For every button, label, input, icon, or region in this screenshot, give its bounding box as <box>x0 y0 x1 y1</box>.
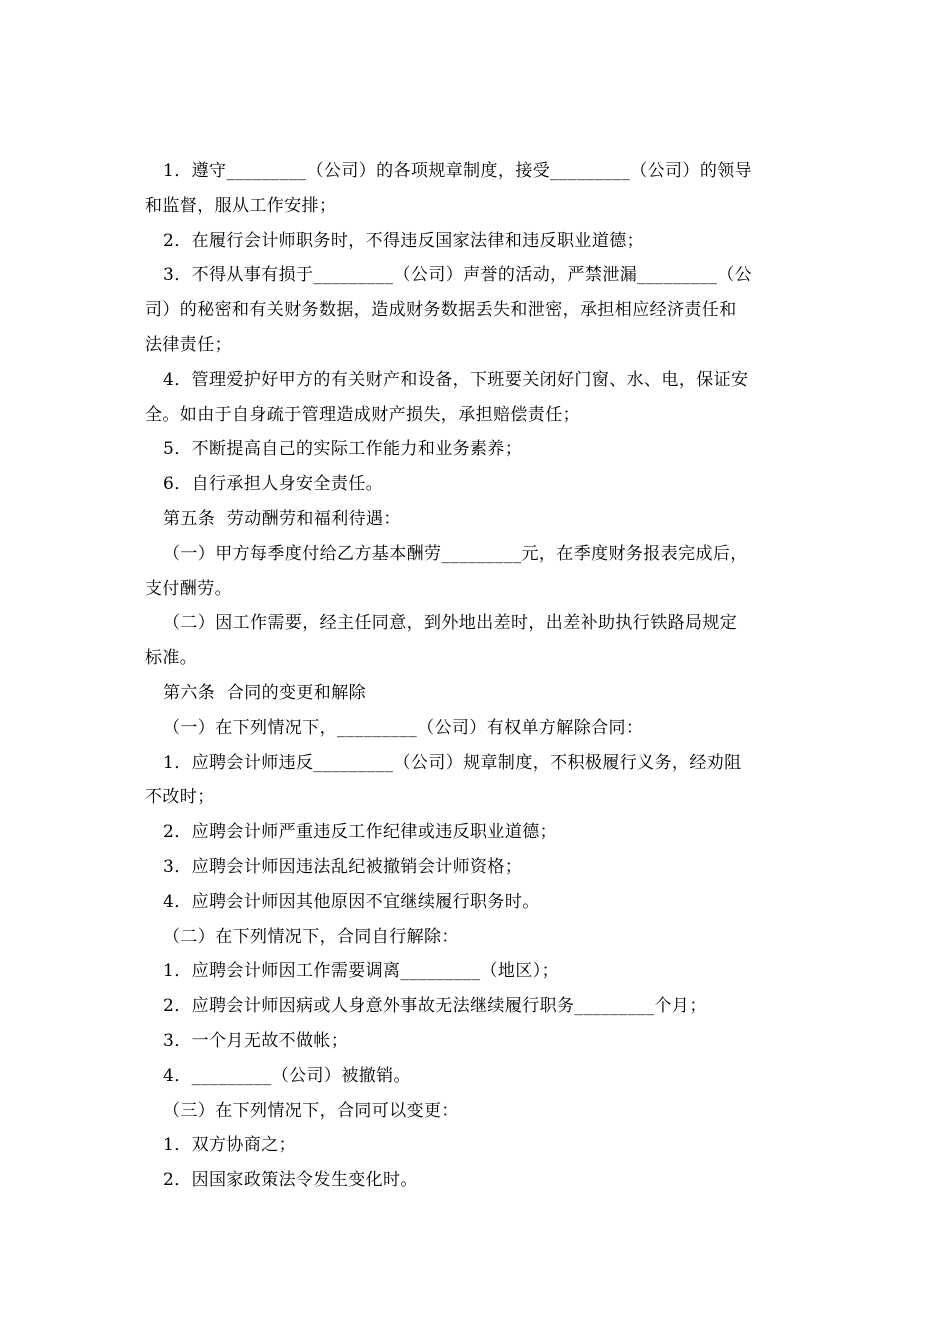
text-line: 5．不断提高自己的实际工作能力和业务素养； <box>163 439 523 460</box>
text-line: （一）在下列情况下，_________（公司）有权单方解除合同： <box>163 717 644 738</box>
text-line: 不改时； <box>145 787 215 808</box>
document-page <box>145 154 807 1198</box>
text-line: 1．应聘会计师因工作需要调离_________（地区）； <box>163 961 560 982</box>
text-line: 1．双方协商之； <box>163 1135 297 1156</box>
text-line: 2．因国家政策法令发生变化时。 <box>163 1170 418 1191</box>
text-line: （二）因工作需要，经主任同意，到外地出差时，出差补助执行铁路局规定 <box>163 613 738 634</box>
text-line: 3．一个月无故不做帐； <box>163 1030 349 1051</box>
text-line: 4．管理爱护好甲方的有关财产和设备，下班要关闭好门窗、水、电，保证安 <box>163 369 749 390</box>
text-line: 第六条 合同的变更和解除 <box>163 682 367 703</box>
text-line: 4．_________（公司）被撤销。 <box>163 1065 411 1086</box>
text-line: 全。如由于自身疏于管理造成财产损失，承担赔偿责任； <box>145 404 580 425</box>
text-line: 4．应聘会计师因其他原因不宜继续履行职务时。 <box>163 891 540 912</box>
text-line: 3．不得从事有损于_________（公司）声誉的活动，严禁泄漏_________（公 <box>163 265 753 286</box>
text-line: 2．应聘会计师因病或人身意外事故无法继续履行职务_________个月； <box>163 996 707 1017</box>
text-line: 2．应聘会计师严重违反工作纪律或违反职业道德； <box>163 822 558 843</box>
text-line: （一）甲方每季度付给乙方基本酬劳_________元，在季度财务报表完成后， <box>163 543 748 564</box>
text-line: 3．应聘会计师因违法乱纪被撤销会计师资格； <box>163 856 523 877</box>
text-line: 和监督，服从工作安排； <box>145 195 337 216</box>
text-line: 1．应聘会计师违反_________（公司）规章制度，不积极履行义务，经劝阻 <box>163 752 742 773</box>
text-line: 标准。 <box>145 648 198 669</box>
text-line: 法律责任； <box>145 334 232 355</box>
text-line: 司）的秘密和有关财务数据，造成财务数据丢失和泄密，承担相应经济责任和 <box>145 300 737 321</box>
text-line: 第五条 劳动酬劳和福利待遇： <box>163 508 401 529</box>
text-line: （二）在下列情况下，合同自行解除： <box>163 926 459 947</box>
text-line: 2．在履行会计师职务时，不得违反国家法律和违反职业道德； <box>163 230 645 251</box>
text-line: （三）在下列情况下，合同可以变更： <box>163 1100 459 1121</box>
text-line: 1．遵守_________（公司）的各项规章制度，接受_________（公司）的领导 <box>163 161 753 181</box>
text-line: 6．自行承担人身安全责任。 <box>163 474 384 495</box>
text-line: 支付酬劳。 <box>145 578 232 599</box>
